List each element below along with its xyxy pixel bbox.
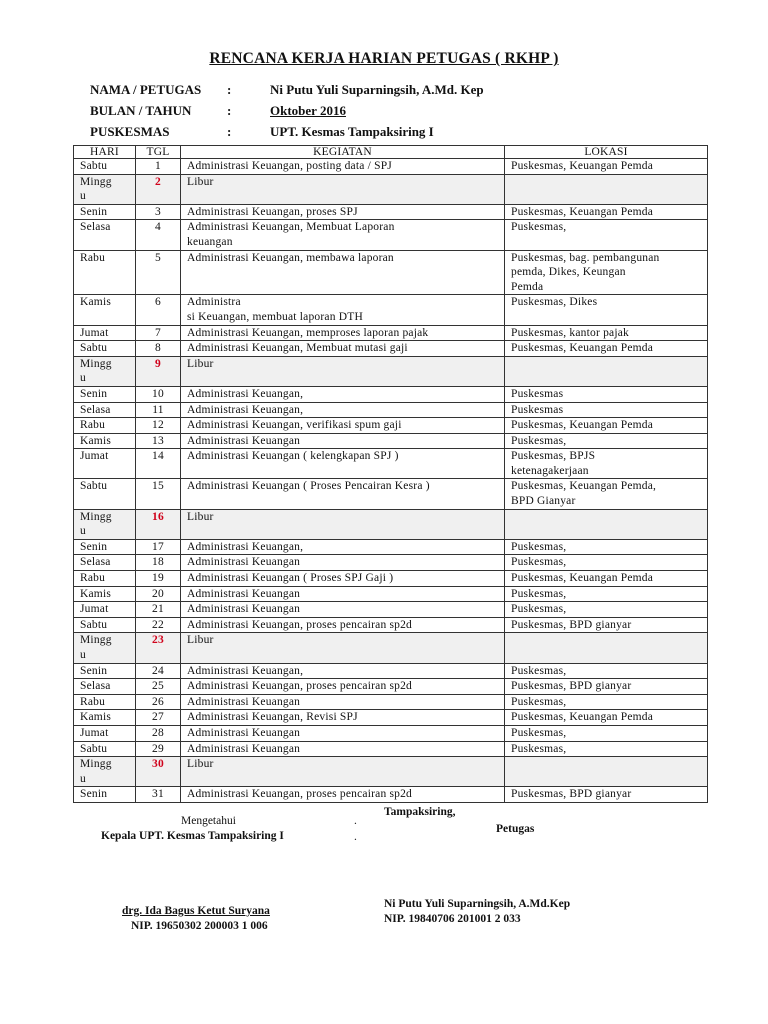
cell-hari: Kamis — [74, 295, 136, 325]
cell-lokasi: Puskesmas, Keuangan Pemda — [505, 159, 708, 175]
cell-lokasi: Puskesmas, Keuangan Pemda, BPD Gianyar — [505, 479, 708, 509]
cell-tgl: 5 — [136, 250, 181, 295]
table-row — [74, 220, 708, 250]
cell-hari: Jumat — [74, 449, 136, 479]
cell-lokasi — [505, 633, 708, 663]
cell-lokasi: Puskesmas, BPD gianyar — [505, 679, 708, 695]
petugas-role: Petugas — [496, 823, 535, 835]
meta-value-puskesmas: UPT. Kesmas Tampaksiring I — [270, 124, 434, 139]
cell-tgl: 26 — [136, 694, 181, 710]
cell-tgl: 27 — [136, 710, 181, 726]
cell-tgl: 17 — [136, 539, 181, 555]
cell-tgl: 31 — [136, 787, 181, 803]
cell-lokasi: Puskesmas, — [505, 586, 708, 602]
kepala-name: drg. Ida Bagus Ketut Suryana — [122, 905, 270, 917]
cell-kegiatan: Administrasi Keuangan, membawa laporan — [181, 250, 505, 295]
table-row — [74, 250, 708, 295]
cell-tgl: 24 — [136, 663, 181, 679]
cell-hari: Sabtu — [74, 617, 136, 633]
cell-tgl: 20 — [136, 586, 181, 602]
cell-kegiatan: Administrasi Keuangan, — [181, 386, 505, 402]
table-row — [74, 539, 708, 555]
cell-tgl: 30 — [136, 757, 181, 787]
table-row — [74, 386, 708, 402]
cell-tgl: 12 — [136, 418, 181, 434]
table-row — [74, 694, 708, 710]
cell-kegiatan: Administrasi Keuangan, Membuat Laporan keuangan — [181, 220, 505, 250]
table-row — [74, 325, 708, 341]
cell-hari: Senin — [74, 787, 136, 803]
cell-lokasi: Puskesmas, Keuangan Pemda — [505, 710, 708, 726]
meta-label: PUSKESMAS — [90, 124, 170, 139]
cell-lokasi: Puskesmas, kantor pajak — [505, 325, 708, 341]
table-row — [74, 433, 708, 449]
cell-tgl: 21 — [136, 602, 181, 618]
cell-tgl: 14 — [136, 449, 181, 479]
cell-hari: Sabtu — [74, 479, 136, 509]
cell-kegiatan: Administrasi Keuangan — [181, 725, 505, 741]
cell-kegiatan: Libur — [181, 356, 505, 386]
header-hari: HARI — [74, 146, 136, 159]
cell-hari: Senin — [74, 663, 136, 679]
cell-tgl: 15 — [136, 479, 181, 509]
cell-kegiatan: Administrasi Keuangan — [181, 433, 505, 449]
cell-hari: Rabu — [74, 571, 136, 587]
table-row — [74, 159, 708, 175]
cell-hari: Senin — [74, 539, 136, 555]
cell-kegiatan: Administrasi Keuangan, verifikasi spum gaji — [181, 418, 505, 434]
cell-kegiatan: Administrasi Keuangan ( Proses SPJ Gaji ) — [181, 571, 505, 587]
cell-lokasi: Puskesmas, Dikes — [505, 295, 708, 325]
cell-kegiatan: Administrasi Keuangan, memproses laporan pajak — [181, 325, 505, 341]
petugas-name: Ni Putu Yuli Suparningsih, A.Md.Kep — [384, 898, 571, 910]
cell-lokasi: Puskesmas, Keuangan Pemda — [505, 571, 708, 587]
table-row — [74, 418, 708, 434]
cell-kegiatan: Administrasi Keuangan, — [181, 539, 505, 555]
header-kegiatan: KEGIATAN — [181, 146, 505, 159]
cell-kegiatan: Administrasi Keuangan — [181, 586, 505, 602]
cell-hari: Senin — [74, 204, 136, 220]
cell-lokasi: Puskesmas — [505, 402, 708, 418]
table-row — [74, 663, 708, 679]
cell-lokasi: Puskesmas, — [505, 694, 708, 710]
cell-lokasi: Puskesmas, — [505, 433, 708, 449]
table-row — [74, 586, 708, 602]
mengetahui-label: Mengetahui — [181, 815, 236, 827]
cell-kegiatan: Administrasi Keuangan, proses pencairan sp2d — [181, 679, 505, 695]
table-row — [74, 449, 708, 479]
cell-hari: Mingg u — [74, 633, 136, 663]
cell-hari: Kamis — [74, 433, 136, 449]
cell-kegiatan: Administrasi Keuangan ( kelengkapan SPJ ) — [181, 449, 505, 479]
table-row — [74, 509, 708, 539]
table-row — [74, 602, 708, 618]
cell-kegiatan: Administrasi Keuangan, Membuat mutasi gaji — [181, 341, 505, 357]
cell-kegiatan: Libur — [181, 174, 505, 204]
cell-kegiatan: Administrasi Keuangan — [181, 741, 505, 757]
cell-lokasi — [505, 356, 708, 386]
table-row — [74, 479, 708, 509]
cell-kegiatan: Libur — [181, 633, 505, 663]
meta-colon: : — [227, 124, 232, 139]
cell-kegiatan: Administrasi Keuangan, proses pencairan sp2d — [181, 787, 505, 803]
table-row — [74, 174, 708, 204]
cell-hari: Sabtu — [74, 341, 136, 357]
cell-lokasi: Puskesmas, BPD gianyar — [505, 617, 708, 633]
cell-kegiatan: Administra si Keuangan, membuat laporan DTH — [181, 295, 505, 325]
cell-hari: Selasa — [74, 220, 136, 250]
table-row — [74, 204, 708, 220]
cell-hari: Selasa — [74, 555, 136, 571]
table-row — [74, 617, 708, 633]
place-label: Tampaksiring, — [384, 806, 456, 818]
cell-hari: Kamis — [74, 710, 136, 726]
table-row — [74, 710, 708, 726]
table-row — [74, 741, 708, 757]
cell-lokasi: Puskesmas, Keuangan Pemda — [505, 418, 708, 434]
cell-kegiatan: Administrasi Keuangan, posting data / SPJ — [181, 159, 505, 175]
cell-lokasi: Puskesmas, bag. pembangunan pemda, Dikes, Keungan Pemda — [505, 250, 708, 295]
table-row — [74, 725, 708, 741]
cell-hari: Rabu — [74, 418, 136, 434]
cell-lokasi: Puskesmas, — [505, 663, 708, 679]
table-row — [74, 295, 708, 325]
cell-kegiatan: Administrasi Keuangan ( Proses Pencairan Kesra ) — [181, 479, 505, 509]
cell-kegiatan: Administrasi Keuangan — [181, 694, 505, 710]
table-row — [74, 757, 708, 787]
header-lokasi: LOKASI — [505, 146, 708, 159]
cell-tgl: 28 — [136, 725, 181, 741]
cell-kegiatan: Administrasi Keuangan — [181, 555, 505, 571]
cell-tgl: 4 — [136, 220, 181, 250]
page-title: RENCANA KERJA HARIAN PETUGAS ( RKHP ) — [209, 50, 559, 67]
cell-hari: Jumat — [74, 725, 136, 741]
rkhp-table — [73, 145, 708, 803]
cell-hari: Mingg u — [74, 356, 136, 386]
cell-tgl: 11 — [136, 402, 181, 418]
cell-hari: Mingg u — [74, 757, 136, 787]
table-row — [74, 571, 708, 587]
petugas-nip: NIP. 19840706 201001 2 033 — [384, 913, 521, 925]
cell-tgl: 3 — [136, 204, 181, 220]
cell-tgl: 16 — [136, 509, 181, 539]
cell-hari: Rabu — [74, 250, 136, 295]
cell-hari: Jumat — [74, 602, 136, 618]
cell-hari: Mingg u — [74, 174, 136, 204]
cell-lokasi: Puskesmas, Keuangan Pemda — [505, 204, 708, 220]
table-row — [74, 679, 708, 695]
cell-lokasi: Puskesmas, BPD gianyar — [505, 787, 708, 803]
meta-colon: : — [227, 82, 232, 97]
separator-dot: . — [354, 831, 357, 843]
table-row — [74, 633, 708, 663]
cell-lokasi: Puskesmas, — [505, 725, 708, 741]
cell-kegiatan: Libur — [181, 757, 505, 787]
meta-value-bulan: Oktober 2016 — [270, 103, 346, 118]
cell-hari: Kamis — [74, 586, 136, 602]
cell-tgl: 29 — [136, 741, 181, 757]
cell-hari: Sabtu — [74, 741, 136, 757]
cell-tgl: 2 — [136, 174, 181, 204]
cell-tgl: 9 — [136, 356, 181, 386]
table-row — [74, 356, 708, 386]
cell-lokasi — [505, 509, 708, 539]
cell-lokasi: Puskesmas, — [505, 539, 708, 555]
cell-lokasi: Puskesmas, BPJS ketenagakerjaan — [505, 449, 708, 479]
table-row — [74, 402, 708, 418]
cell-lokasi: Puskesmas, Keuangan Pemda — [505, 341, 708, 357]
cell-tgl: 13 — [136, 433, 181, 449]
cell-lokasi: Puskesmas — [505, 386, 708, 402]
cell-hari: Jumat — [74, 325, 136, 341]
meta-label: NAMA / PETUGAS — [90, 82, 202, 97]
cell-tgl: 6 — [136, 295, 181, 325]
cell-tgl: 10 — [136, 386, 181, 402]
cell-kegiatan: Administrasi Keuangan, proses SPJ — [181, 204, 505, 220]
kepala-role: Kepala UPT. Kesmas Tampaksiring I — [101, 830, 284, 842]
separator-dot: . — [354, 815, 357, 827]
kepala-nip: NIP. 19650302 200003 1 006 — [131, 920, 268, 932]
table-header-row — [74, 146, 708, 159]
table-row — [74, 787, 708, 803]
meta-value-nama: Ni Putu Yuli Suparningsih, A.Md. Kep — [270, 82, 484, 97]
cell-kegiatan: Administrasi Keuangan, Revisi SPJ — [181, 710, 505, 726]
cell-tgl: 8 — [136, 341, 181, 357]
cell-lokasi: Puskesmas, — [505, 555, 708, 571]
meta-colon: : — [227, 103, 232, 118]
cell-kegiatan: Administrasi Keuangan, proses pencairan sp2d — [181, 617, 505, 633]
table-body — [74, 159, 708, 803]
cell-lokasi: Puskesmas, — [505, 741, 708, 757]
cell-hari: Sabtu — [74, 159, 136, 175]
table-row — [74, 555, 708, 571]
cell-kegiatan: Administrasi Keuangan, — [181, 663, 505, 679]
cell-tgl: 23 — [136, 633, 181, 663]
cell-tgl: 18 — [136, 555, 181, 571]
table-row — [74, 341, 708, 357]
cell-tgl: 7 — [136, 325, 181, 341]
cell-hari: Selasa — [74, 402, 136, 418]
cell-kegiatan: Libur — [181, 509, 505, 539]
cell-tgl: 19 — [136, 571, 181, 587]
header-tgl: TGL — [136, 146, 181, 159]
cell-hari: Senin — [74, 386, 136, 402]
cell-tgl: 22 — [136, 617, 181, 633]
cell-tgl: 25 — [136, 679, 181, 695]
cell-hari: Selasa — [74, 679, 136, 695]
cell-lokasi — [505, 174, 708, 204]
cell-kegiatan: Administrasi Keuangan, — [181, 402, 505, 418]
cell-lokasi: Puskesmas, — [505, 602, 708, 618]
cell-lokasi — [505, 757, 708, 787]
cell-kegiatan: Administrasi Keuangan — [181, 602, 505, 618]
cell-hari: Mingg u — [74, 509, 136, 539]
cell-hari: Rabu — [74, 694, 136, 710]
cell-tgl: 1 — [136, 159, 181, 175]
meta-label: BULAN / TAHUN — [90, 103, 192, 118]
cell-lokasi: Puskesmas, — [505, 220, 708, 250]
